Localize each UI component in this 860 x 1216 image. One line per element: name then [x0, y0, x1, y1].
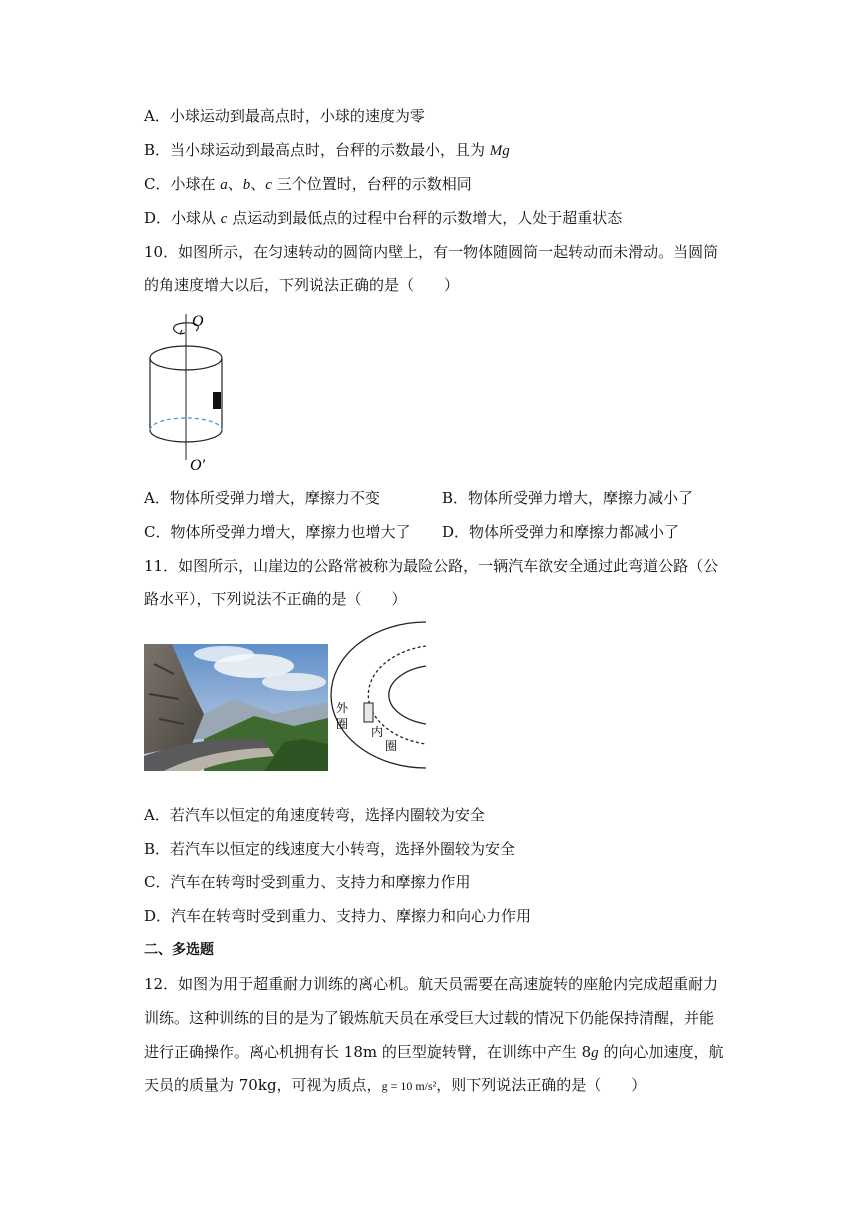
- q11-stem-line1: 11．如图所示，山崖边的公路常被称为最险公路，一辆汽车欲安全通过此弯道公路（公: [144, 557, 719, 575]
- car-block: [364, 703, 373, 722]
- q11-option-c: C．汽车在转弯时受到重力、支持力和摩擦力作用: [144, 873, 471, 891]
- q11-option-d: D．汽车在转弯时受到重力、支持力、摩擦力和向心力作用: [144, 907, 532, 925]
- q12-stem-line2: 训练。这种训练的目的是为了锻炼航天员在承受巨大过载的情况下仍能保持清醒，并能: [144, 1009, 715, 1027]
- q9-option-b: B．当小球运动到最高点时，台秤的示数最小，且为 Mg: [144, 141, 510, 159]
- q12-stem-line4: 天员的质量为 70kg，可视为质点，g = 10 m/s²，则下列说法正确的是（ ）: [144, 1076, 647, 1094]
- q9-option-d: D．小球从 c 点运动到最低点的过程中台秤的示数增大，人处于超重状态: [144, 209, 623, 227]
- q9-option-c: C．小球在 a、b、c 三个位置时，台秤的示数相同: [144, 175, 472, 193]
- q10-stem-line2: 的角速度增大以后，下列说法正确的是（ ）: [144, 276, 460, 294]
- q10-option-b: B．物体所受弹力增大，摩擦力减小了: [442, 489, 694, 507]
- outer-lane-label-2: 圈: [336, 717, 349, 731]
- q10-option-c: C．物体所受弹力增大，摩擦力也增大了: [144, 523, 411, 541]
- q11-option-b: B．若汽车以恒定的线速度大小转弯，选择外圈较为安全: [144, 840, 516, 858]
- cliff-road-photo: [144, 644, 328, 771]
- section-heading-multiple-choice: 二、多选题: [144, 942, 214, 958]
- outer-road-edge: [331, 622, 426, 768]
- axis-label-top: O: [192, 313, 204, 330]
- q12-stem-line3: 进行正确操作。离心机拥有长 18m 的巨型旋转臂，在训练中产生 8g 的向心加速度，航: [144, 1043, 724, 1061]
- q11-stem-line2: 路水平），下列说法不正确的是（ ）: [144, 590, 407, 608]
- block-on-wall: [213, 392, 221, 409]
- outer-lane-label-1: 外: [336, 701, 349, 715]
- q9-option-a: A．小球运动到最高点时，小球的速度为零: [144, 107, 425, 125]
- axis-label-bottom: O′: [190, 457, 206, 473]
- q10-option-a: A．物体所受弹力增大，摩擦力不变: [144, 489, 380, 507]
- q11-option-a: A．若汽车以恒定的角速度转弯，选择内圈较为安全: [144, 806, 485, 824]
- q12-stem-line1: 12．如图为用于超重耐力训练的离心机。航天员需要在高速旋转的座舱内完成超重耐力: [144, 975, 719, 993]
- gravity-formula: g = 10 m/s²: [381, 1079, 437, 1093]
- inner-lane-label-1: 内: [371, 725, 384, 739]
- inner-road-edge: [389, 666, 426, 724]
- rotating-cylinder-figure: [140, 308, 240, 473]
- q10-stem-line1: 10．如图所示，在匀速转动的圆筒内壁上，有一物体随圆筒一起转动而未滑动。当圆筒: [144, 243, 719, 261]
- q10-option-d: D．物体所受弹力和摩擦力都减小了: [442, 523, 680, 541]
- curve-road-diagram: [328, 620, 428, 770]
- inner-lane-label-2: 圈: [385, 739, 398, 753]
